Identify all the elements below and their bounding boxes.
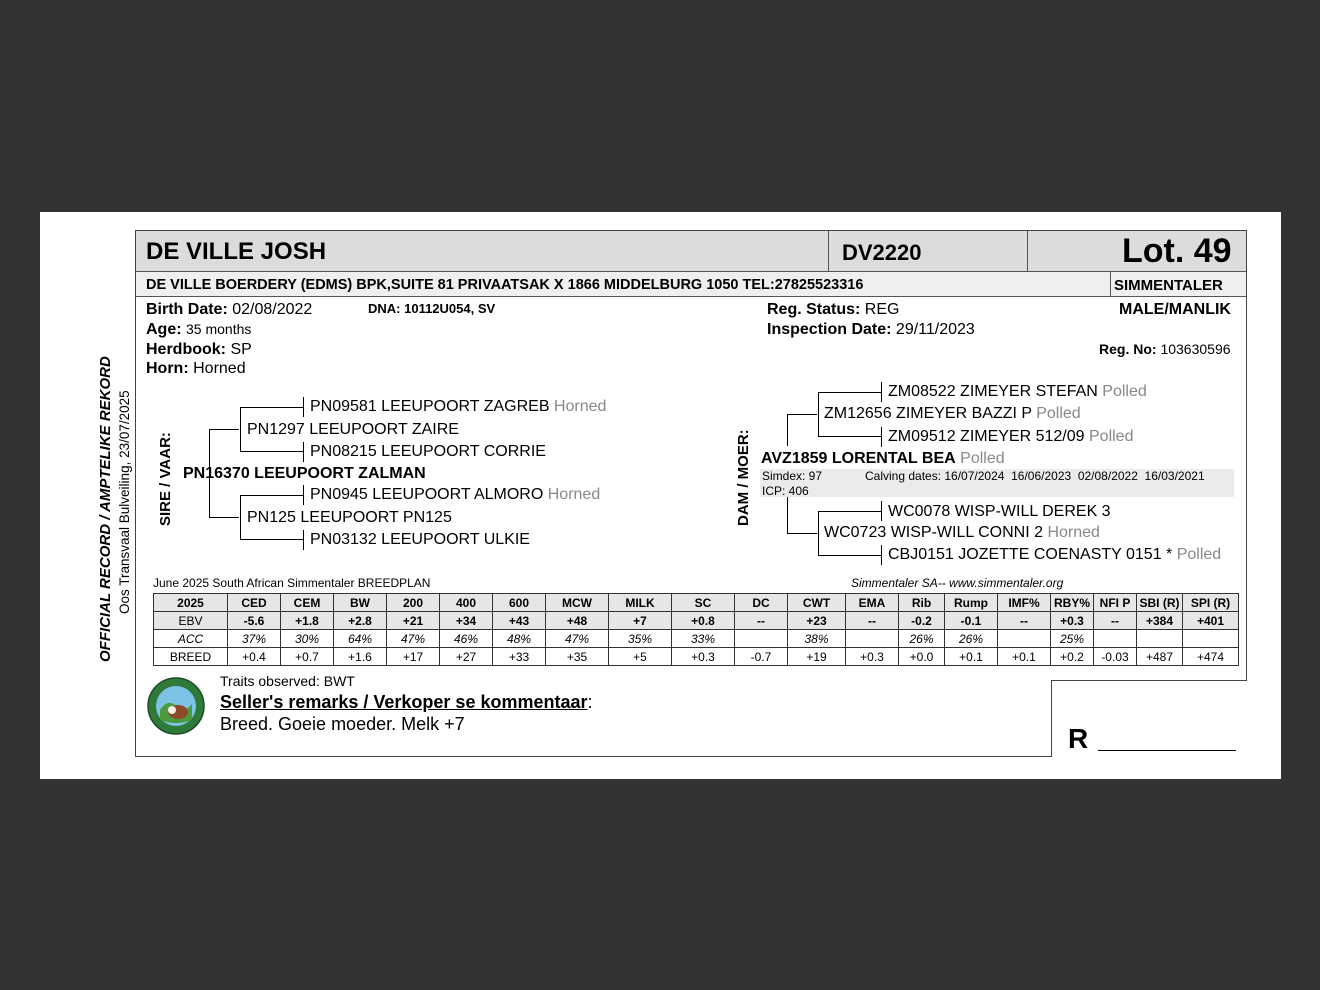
table-cell-ebv-11: +23 <box>788 612 846 630</box>
table-cell-ebv-17: -- <box>1094 612 1137 630</box>
official-record-label: OFFICIAL RECORD / AMPTELIKE REKORD <box>97 356 114 662</box>
table-cell-headers-5: 400 <box>440 594 493 612</box>
table-cell-headers-15: IMF% <box>998 594 1051 612</box>
table-cell-ebv-19: +401 <box>1183 612 1239 630</box>
table-cell-acc-14: 26% <box>945 630 998 648</box>
table-cell-breed-8: +5 <box>609 648 672 666</box>
table-cell-headers-11: CWT <box>788 594 846 612</box>
sex: MALE/MANLIK <box>1119 301 1231 318</box>
sire-dam: PN125 LEEUPOORT PN125 <box>247 509 452 526</box>
table-cell-acc-18 <box>1137 630 1183 648</box>
sire-sire-sire: PN09581 LEEUPOORT ZAGREB Horned <box>310 398 607 415</box>
table-cell-ebv-4: +21 <box>387 612 440 630</box>
table-cell-ebv-16: +0.3 <box>1051 612 1094 630</box>
table-cell-breed-18: +487 <box>1137 648 1183 666</box>
dam-sire-sire: ZM08522 ZIMEYER STEFAN Polled <box>888 383 1147 400</box>
table-row-ebv <box>154 612 1239 630</box>
table-cell-ebv-13: -0.2 <box>899 612 945 630</box>
dam-sire-dam: ZM09512 ZIMEYER 512/09 Polled <box>888 428 1134 445</box>
table-cell-headers-2: CEM <box>281 594 334 612</box>
breedplan-table <box>153 593 1239 666</box>
breedplan-source: Simmentaler SA-- www.simmentaler.org <box>851 576 1064 590</box>
table-cell-headers-9: SC <box>672 594 735 612</box>
table-cell-ebv-18: +384 <box>1137 612 1183 630</box>
animal-name: DE VILLE JOSH <box>146 238 327 265</box>
horn-status: Horn: Horned <box>146 360 246 377</box>
table-cell-headers-14: Rump <box>945 594 998 612</box>
simmentaler-logo <box>146 676 206 736</box>
dam-dam: WC0723 WISP-WILL CONNI 2 Horned <box>824 524 1100 541</box>
dam-dam-sire: WC0078 WISP-WILL DEREK 3 <box>888 503 1111 520</box>
table-cell-headers-17: NFI P <box>1094 594 1137 612</box>
table-cell-headers-3: BW <box>334 594 387 612</box>
table-cell-breed-13: +0.0 <box>899 648 945 666</box>
table-cell-acc-12 <box>846 630 899 648</box>
table-cell-headers-0: 2025 <box>154 594 228 612</box>
table-cell-ebv-7: +48 <box>546 612 609 630</box>
table-cell-acc-15 <box>998 630 1051 648</box>
lot-number: Lot. 49 <box>1122 232 1232 270</box>
breedplan-title: June 2025 South African Simmentaler BREEDPLAN <box>153 576 431 590</box>
table-cell-breed-6: +33 <box>493 648 546 666</box>
table-row-breed <box>154 648 1239 666</box>
dam-name: AVZ1859 LORENTAL BEA Polled <box>761 450 1005 467</box>
table-cell-ebv-6: +43 <box>493 612 546 630</box>
table-cell-acc-8: 35% <box>609 630 672 648</box>
table-cell-headers-6: 600 <box>493 594 546 612</box>
table-cell-ebv-15: -- <box>998 612 1051 630</box>
table-cell-headers-10: DC <box>735 594 788 612</box>
table-cell-breed-3: +1.6 <box>334 648 387 666</box>
dam-dam-dam: CBJ0151 JOZETTE COENASTY 0151 * Polled <box>888 546 1222 563</box>
table-cell-breed-10: -0.7 <box>735 648 788 666</box>
table-cell-acc-11: 38% <box>788 630 846 648</box>
table-cell-acc-5: 46% <box>440 630 493 648</box>
table-row-acc <box>154 630 1239 648</box>
traits-observed: Traits observed: BWT <box>220 673 355 689</box>
breed-name: SIMMENTALER <box>1114 277 1223 294</box>
animal-id-code: DV2220 <box>842 240 922 265</box>
table-cell-breed-7: +35 <box>546 648 609 666</box>
table-cell-acc-1: 37% <box>228 630 281 648</box>
owner-line: DE VILLE BOERDERY (EDMS) BPK,SUITE 81 PRIVAATSAK X 1866 MIDDELBURG 1050 TEL:27825523316 <box>146 277 864 293</box>
sire-label: SIRE / VAAR: <box>157 432 174 526</box>
table-cell-acc-2: 30% <box>281 630 334 648</box>
table-cell-acc-7: 47% <box>546 630 609 648</box>
remarks-heading: Seller's remarks / Verkoper se kommentaar: <box>220 692 593 712</box>
table-cell-acc-16: 25% <box>1051 630 1094 648</box>
table-cell-acc-3: 64% <box>334 630 387 648</box>
sire-sire: PN1297 LEEUPOORT ZAIRE <box>247 421 459 438</box>
dam-simdex: Simdex: 97 <box>762 469 823 483</box>
herdbook: Herdbook: SP <box>146 341 252 358</box>
table-cell-ebv-3: +2.8 <box>334 612 387 630</box>
age: Age: 35 months <box>146 321 252 338</box>
table-cell-ebv-12: -- <box>846 612 899 630</box>
dna-info: DNA: 10112U054, SV <box>368 301 496 316</box>
table-cell-ebv-8: +7 <box>609 612 672 630</box>
table-cell-ebv-5: +34 <box>440 612 493 630</box>
table-cell-acc-9: 33% <box>672 630 735 648</box>
table-cell-ebv-10: -- <box>735 612 788 630</box>
table-cell-acc-6: 48% <box>493 630 546 648</box>
table-cell-breed-15: +0.1 <box>998 648 1051 666</box>
table-cell-breed-0: BREED <box>154 648 228 666</box>
table-cell-ebv-0: EBV <box>154 612 228 630</box>
table-cell-breed-14: +0.1 <box>945 648 998 666</box>
table-cell-headers-12: EMA <box>846 594 899 612</box>
table-cell-breed-16: +0.2 <box>1051 648 1094 666</box>
table-cell-ebv-14: -0.1 <box>945 612 998 630</box>
price-currency: R <box>1068 723 1089 754</box>
table-cell-headers-19: SPI (R) <box>1183 594 1239 612</box>
remarks-text: Breed. Goeie moeder. Melk +7 <box>220 714 465 734</box>
table-cell-headers-18: SBI (R) <box>1137 594 1183 612</box>
table-header-row <box>154 594 1239 612</box>
table-cell-acc-17 <box>1094 630 1137 648</box>
table-cell-headers-4: 200 <box>387 594 440 612</box>
table-cell-acc-13: 26% <box>899 630 945 648</box>
reg-number: Reg. No: 103630596 <box>1099 341 1231 357</box>
birth-date: Birth Date: 02/08/2022 <box>146 301 313 318</box>
table-cell-headers-7: MCW <box>546 594 609 612</box>
sire-dam-dam: PN03132 LEEUPOORT ULKIE <box>310 531 530 548</box>
table-cell-headers-8: MILK <box>609 594 672 612</box>
table-cell-acc-0: ACC <box>154 630 228 648</box>
price-input-line[interactable] <box>1098 750 1236 751</box>
table-cell-headers-1: CED <box>228 594 281 612</box>
table-cell-ebv-9: +0.8 <box>672 612 735 630</box>
table-cell-breed-1: +0.4 <box>228 648 281 666</box>
dam-calving-dates: Calving dates: 16/07/2024 16/06/2023 02/08/2022 16/03/2021 <box>865 469 1205 483</box>
sire-name: PN16370 LEEUPOORT ZALMAN <box>183 465 426 482</box>
auction-label: Oos Transvaal Bulveiling, 23/07/2025 <box>117 390 132 614</box>
dam-icp: ICP: 406 <box>762 484 809 498</box>
table-cell-headers-13: Rib <box>899 594 945 612</box>
sire-dam-sire: PN0945 LEEUPOORT ALMORO Horned <box>310 486 601 503</box>
table-cell-headers-16: RBY% <box>1051 594 1094 612</box>
table-cell-ebv-2: +1.8 <box>281 612 334 630</box>
dam-sire: ZM12656 ZIMEYER BAZZI P Polled <box>824 405 1081 422</box>
table-cell-breed-12: +0.3 <box>846 648 899 666</box>
table-cell-acc-19 <box>1183 630 1239 648</box>
table-cell-breed-17: -0.03 <box>1094 648 1137 666</box>
table-cell-breed-4: +17 <box>387 648 440 666</box>
table-cell-breed-9: +0.3 <box>672 648 735 666</box>
sire-sire-dam: PN08215 LEEUPOORT CORRIE <box>310 443 546 460</box>
table-cell-acc-10 <box>735 630 788 648</box>
table-cell-breed-2: +0.7 <box>281 648 334 666</box>
inspection-date: Inspection Date: 29/11/2023 <box>767 321 975 338</box>
table-cell-breed-5: +27 <box>440 648 493 666</box>
table-cell-ebv-1: -5.6 <box>228 612 281 630</box>
table-cell-breed-11: +19 <box>788 648 846 666</box>
dam-label: DAM / MOER: <box>735 429 752 526</box>
table-cell-acc-4: 47% <box>387 630 440 648</box>
reg-status: Reg. Status: REG <box>767 301 900 318</box>
table-cell-breed-19: +474 <box>1183 648 1239 666</box>
